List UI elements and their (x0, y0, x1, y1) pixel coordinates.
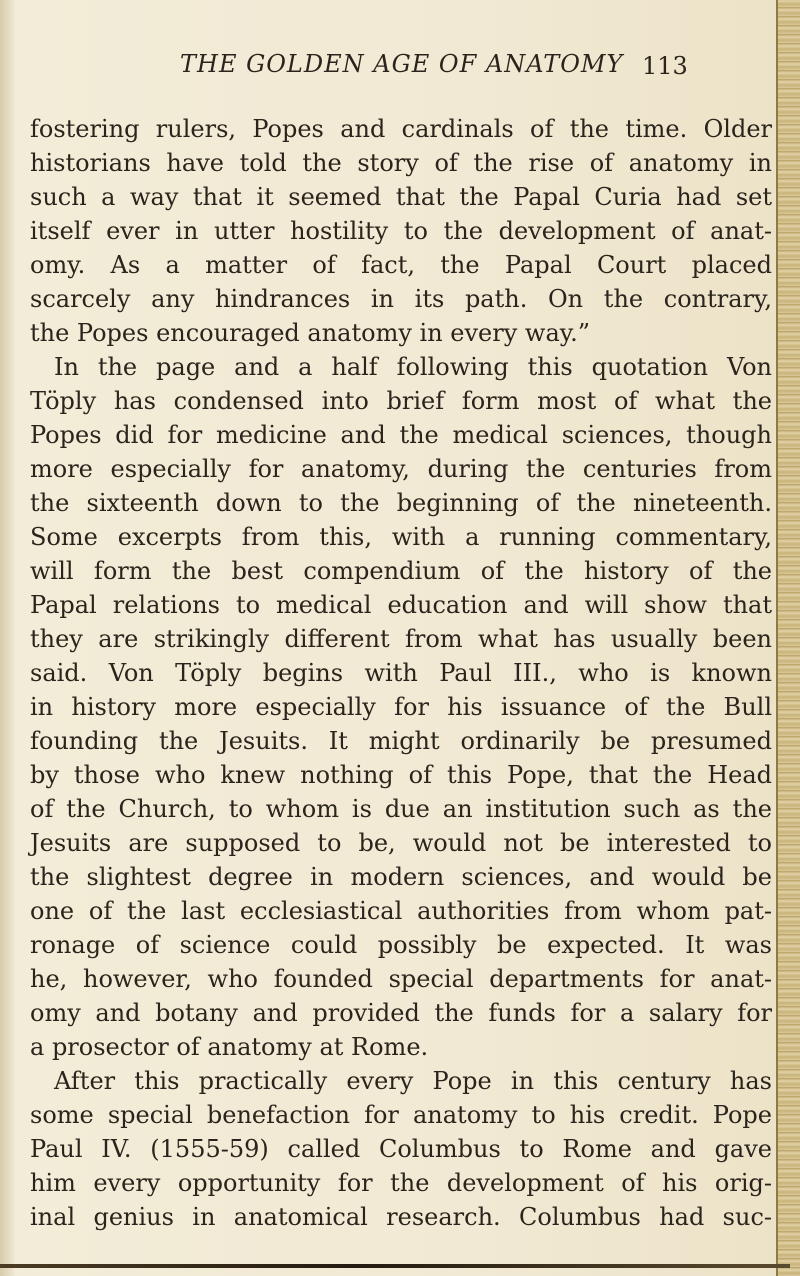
text-line: the sixteenth down to the beginning of the nineteenth. (30, 489, 772, 517)
running-head: THE GOLDEN AGE OF ANATOMY (180, 50, 624, 78)
text-line: ronage of science could possibly be expected. It was (30, 931, 772, 959)
text-line: they are strikingly different from what has usually been (30, 625, 772, 653)
text-line: him every opportunity for the development of his orig- (30, 1169, 772, 1197)
text-line: will form the best compendium of the history of the (30, 557, 772, 585)
text-line: said. Von Töply begins with Paul III., who is known (30, 659, 772, 687)
text-line: After this practically every Pope in this century has (54, 1067, 772, 1095)
page-header (30, 48, 770, 88)
text-line: omy. As a matter of fact, the Papal Court placed (30, 251, 772, 279)
text-line: inal genius in anatomical research. Columbus had suc- (30, 1203, 772, 1231)
text-line: Papal relations to medical education and will show that (30, 591, 772, 619)
text-line: founding the Jesuits. It might ordinarily be presumed (30, 727, 772, 755)
text-line: such a way that it seemed that the Papal Curia had set (30, 183, 772, 211)
text-line: fostering rulers, Popes and cardinals of the time. Older (30, 115, 772, 143)
bottom-shadow-rule (0, 1264, 790, 1268)
text-line: one of the last ecclesiastical authorities from whom pat- (30, 897, 772, 925)
text-line: historians have told the story of the rise of anatomy in (30, 149, 772, 177)
text-line: omy and botany and provided the funds for a salary for (30, 999, 772, 1027)
text-line: Some excerpts from this, with a running commentary, (30, 523, 772, 551)
page-number: 113 (642, 52, 688, 80)
text-line: Popes did for medicine and the medical sciences, though (30, 421, 772, 449)
text-line: a prosector of anatomy at Rome. (30, 1033, 429, 1061)
page-edge (776, 0, 800, 1276)
text-line: by those who knew nothing of this Pope, that the Head (30, 761, 772, 789)
text-line: Jesuits are supposed to be, would not be interested to (30, 829, 772, 857)
text-line: some special benefaction for anatomy to his credit. Pope (30, 1101, 772, 1129)
text-line: of the Church, to whom is due an institution such as the (30, 795, 772, 823)
text-line: itself ever in utter hostility to the development of anat- (30, 217, 772, 245)
page-gutter (0, 0, 14, 1276)
text-line: scarcely any hindrances in its path. On the contrary, (30, 285, 772, 313)
text-line: In the page and a half following this quotation Von (54, 353, 772, 381)
text-line: the Popes encouraged anatomy in every way.” (30, 319, 591, 347)
text-line: more especially for anatomy, during the centuries from (30, 455, 772, 483)
text-line: he, however, who founded special departments for anat- (30, 965, 772, 993)
text-line: the slightest degree in modern sciences, and would be (30, 863, 772, 891)
text-line: in history more especially for his issuance of the Bull (30, 693, 772, 721)
text-line: Töply has condensed into brief form most of what the (30, 387, 772, 415)
text-line: Paul IV. (1555-59) called Columbus to Rome and gave (30, 1135, 772, 1163)
